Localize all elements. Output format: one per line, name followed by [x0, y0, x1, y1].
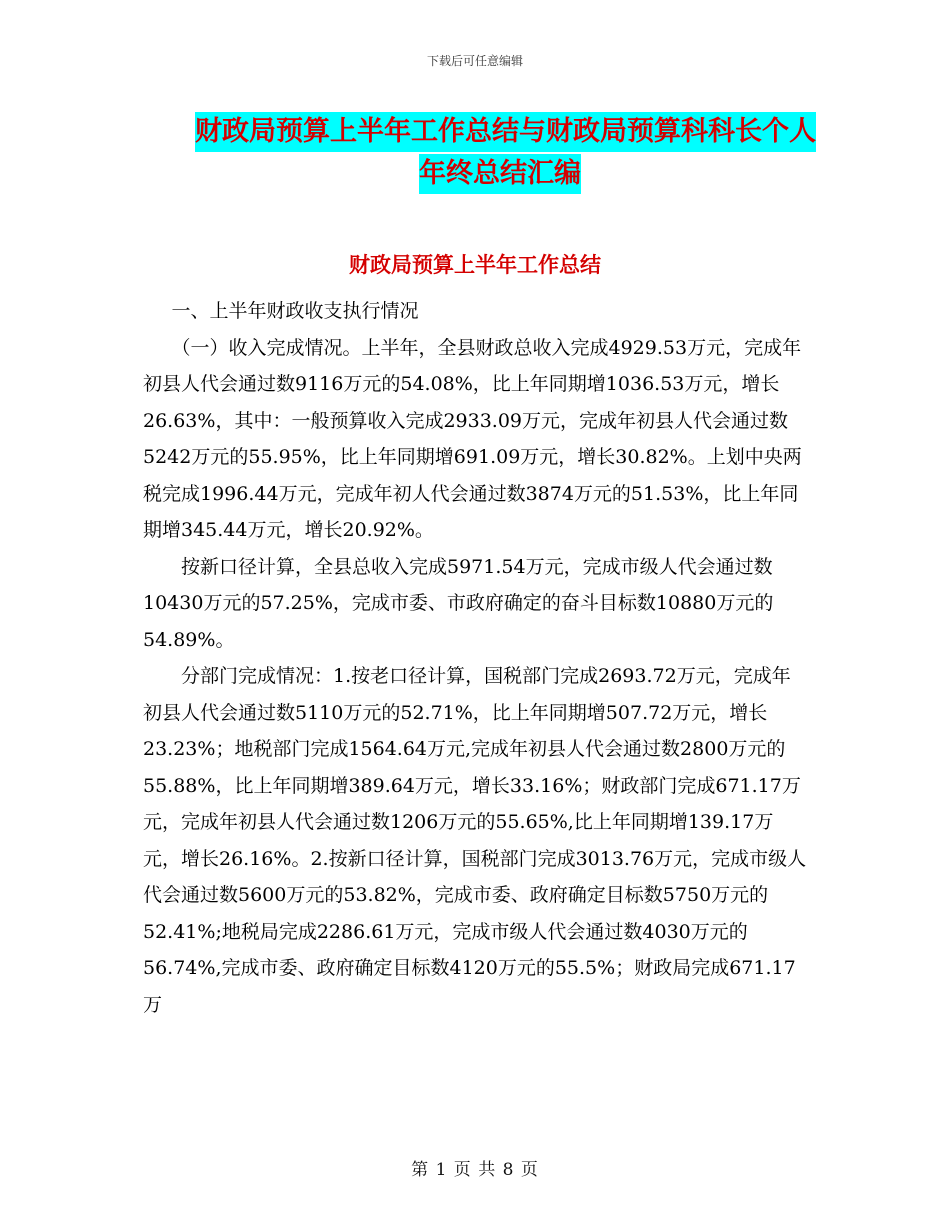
paragraph-departments: 分部门完成情况：1.按老口径计算，国税部门完成2693.72万元，完成年初县人代会通过数5110万元的52.71%，比上年同期增507.72万元，增长23.23%；地税部门完成1564.64万元,完成年初县人代会通过数2800万元的55.88%，比上年同期增389.64万元，增长33.16%；财政部门完成671.17万元，完成年初县人代会通过数1206万元的55.65%,比上年同期增139.17万元，增长26.16%。2.按新口径计算，国税部门完成3013.76万元，完成市级人代会通过数5600万元的53.82%，完成市委、政府确定目标数5750万元的52.41%;地税局完成2286.61万元，完成市级人代会通过数4030万元的56.74%,完成市委、政府确定目标数4120万元的55.5%；财政局完成671.17万 — [143, 665, 807, 1016]
document-title — [195, 112, 816, 194]
header-note: 下载后可任意编辑 — [426, 54, 523, 68]
section-subtitle: 财政局预算上半年工作总结 — [349, 252, 601, 277]
page-footer: 第 1 页 共 8 页 — [411, 1160, 539, 1180]
section-heading: 一、上半年财政收支执行情况 — [171, 300, 419, 322]
paragraph-income: （一）收入完成情况。上半年，全县财政总收入完成4929.53万元，完成年初县人代会通过数9116万元的54.08%，比上年同期增1036.53万元，增长26.63%，其中：一般预算收入完成2933.09万元，完成年初县人代会通过数5242万元的55.95%，比上年同期增691.09万元，增长30.82%。上划中央两税完成1996.44万元，完成年初人代会通过数3874万元的51.53%，比上年同期增345.44万元，增长20.92%。 — [143, 336, 802, 541]
body-text — [143, 293, 808, 1023]
paragraph-new-caliber: 按新口径计算，全县总收入完成5971.54万元，完成市级人代会通过数10430万元的57.25%，完成市委、市政府确定的奋斗目标数10880万元的54.89%。 — [143, 555, 774, 651]
title-line-1: 财政局预算上半年工作总结与财政局预算科科长个人 — [195, 112, 816, 152]
title-line-2: 年终总结汇编 — [419, 154, 581, 194]
